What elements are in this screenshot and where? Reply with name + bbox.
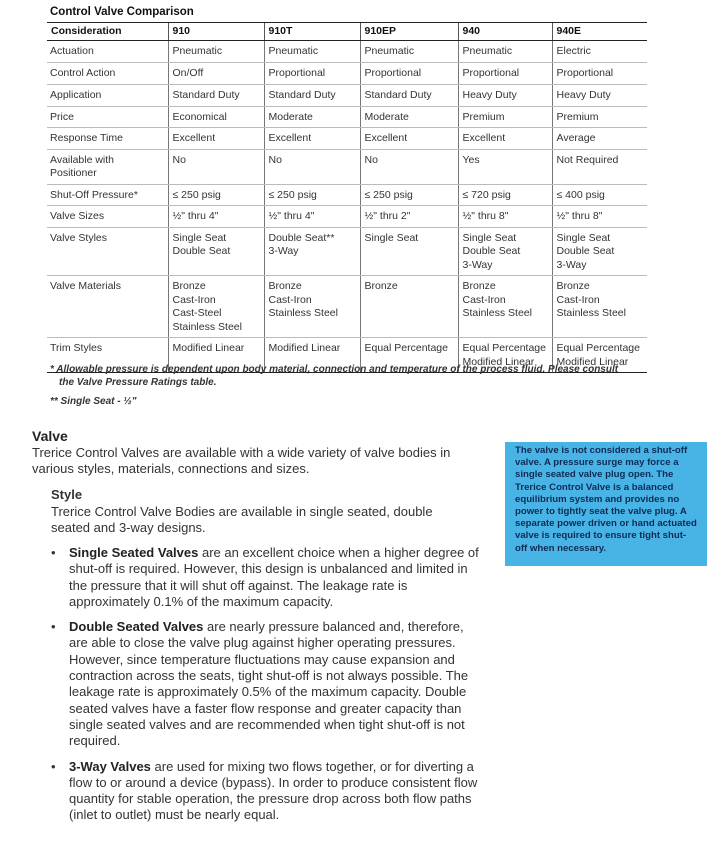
table-cell: Proportional bbox=[360, 63, 458, 85]
table-cell: Excellent bbox=[360, 128, 458, 150]
table-cell: Trim Styles bbox=[47, 338, 168, 373]
table-cell: No bbox=[264, 149, 360, 184]
table-cell: Equal Percentage Modified Linear bbox=[458, 338, 552, 373]
table-cell: On/Off bbox=[168, 63, 264, 85]
table-cell: ≤ 400 psig bbox=[552, 184, 647, 206]
table-cell: Single Seat Double Seat 3-Way bbox=[552, 227, 647, 276]
bullet-icon: • bbox=[51, 758, 56, 774]
table-cell: Excellent bbox=[168, 128, 264, 150]
bullet-text: are nearly pressure balanced and, therefore, are able to close the valve plug against higher operating pressures. However, since temperature fluctuations may cause expansion and contraction across the seats, tight shut-off is not always possible. The leakage rate is approximately 0.5% of the maximum capacity. Double seated valves have a faster flow response and greater capacity than single seated valves and are recommended when tight shut-off is not required. bbox=[69, 619, 469, 749]
table-cell: Pneumatic bbox=[458, 41, 552, 63]
footnote-pressure-line2: the Valve Pressure Ratings table. bbox=[59, 377, 217, 388]
bullet-term: Double Seated Valves bbox=[69, 619, 204, 635]
section-intro: Trerice Control Valves are available with a wide variety of valve bodies in various styles, materials, connections and sizes. bbox=[32, 445, 451, 477]
table-cell: No bbox=[168, 149, 264, 184]
table-cell: Valve Materials bbox=[47, 276, 168, 338]
table-cell: Premium bbox=[458, 106, 552, 128]
table-cell: Shut-Off Pressure* bbox=[47, 184, 168, 206]
table-cell: ½" thru 8" bbox=[458, 206, 552, 228]
table-cell: Response Time bbox=[47, 128, 168, 150]
table-cell: Double Seat** 3-Way bbox=[264, 227, 360, 276]
table-cell: Not Required bbox=[552, 149, 647, 184]
table-cell: Moderate bbox=[264, 106, 360, 128]
table-cell: Actuation bbox=[47, 41, 168, 63]
table-cell: Modified Linear bbox=[264, 338, 360, 373]
table-cell: Proportional bbox=[458, 63, 552, 85]
table-row bbox=[47, 227, 647, 276]
table-row bbox=[47, 128, 647, 150]
header-910: 910 bbox=[168, 23, 264, 41]
table-cell: Bronze bbox=[360, 276, 458, 338]
table-cell: Average bbox=[552, 128, 647, 150]
header-940e: 940E bbox=[552, 23, 647, 41]
table-cell: ½" thru 4" bbox=[264, 206, 360, 228]
table-cell: Valve Sizes bbox=[47, 206, 168, 228]
table-cell: Heavy Duty bbox=[552, 84, 647, 106]
section-title: Valve bbox=[32, 428, 68, 444]
footnote-pressure-line1: * Allowable pressure is dependent upon body material, connection and temperature of the process fluid. Please consult bbox=[50, 364, 619, 375]
table-cell: Control Action bbox=[47, 63, 168, 85]
table-cell: No bbox=[360, 149, 458, 184]
footnote-single-seat: ** Single Seat - ½" bbox=[50, 396, 137, 407]
table-cell: Proportional bbox=[264, 63, 360, 85]
table-row bbox=[47, 63, 647, 85]
list-item bbox=[51, 619, 483, 749]
header-940: 940 bbox=[458, 23, 552, 41]
table-cell: Price bbox=[47, 106, 168, 128]
table-row bbox=[47, 149, 647, 184]
table-cell: Bronze Cast-Iron Cast-Steel Stainless Steel bbox=[168, 276, 264, 338]
table-header-row bbox=[47, 23, 647, 41]
table-cell: Single Seat bbox=[360, 227, 458, 276]
valve-type-list bbox=[51, 545, 483, 833]
header-consideration: Consideration bbox=[47, 23, 168, 41]
style-heading: Style bbox=[51, 487, 83, 502]
style-description: Trerice Control Valve Bodies are available in single seated, double seated and 3-way designs. bbox=[51, 504, 433, 536]
table-cell: Single Seat Double Seat bbox=[168, 227, 264, 276]
shutoff-callout: The valve is not considered a shut-off valve. A pressure surge may force a single seated valve plug open. The Trerice Control Valve is a balanced equilibrium system and provides no power to tightly seat the valve plug. A separate power driven or hand actuated valve is required to ensure tight shut-off when necessary. bbox=[505, 442, 707, 566]
list-item bbox=[51, 759, 483, 824]
bullet-term: 3-Way Valves bbox=[69, 758, 151, 774]
bullet-text: are an excellent choice when a higher degree of shut-off is required. However, this design is unbalanced and limited in the pressure that it will shut off against. The leakage rate is approximately 0.1% of the maximum capacity. bbox=[69, 545, 479, 609]
table-cell: ½" thru 4" bbox=[168, 206, 264, 228]
table-cell: Standard Duty bbox=[360, 84, 458, 106]
table-row bbox=[47, 84, 647, 106]
table-cell: ½" thru 8" bbox=[552, 206, 647, 228]
header-910ep: 910EP bbox=[360, 23, 458, 41]
table-cell: ≤ 720 psig bbox=[458, 184, 552, 206]
table-cell: Application bbox=[47, 84, 168, 106]
table-row bbox=[47, 276, 647, 338]
table-cell: Standard Duty bbox=[168, 84, 264, 106]
table-cell: Equal Percentage bbox=[360, 338, 458, 373]
table-cell: Bronze Cast-Iron Stainless Steel bbox=[264, 276, 360, 338]
table-cell: Standard Duty bbox=[264, 84, 360, 106]
list-item bbox=[51, 545, 483, 610]
table-cell: Moderate bbox=[360, 106, 458, 128]
table-cell: Bronze Cast-Iron Stainless Steel bbox=[458, 276, 552, 338]
table-title: Control Valve Comparison bbox=[50, 6, 194, 18]
table-row bbox=[47, 41, 647, 63]
bullet-icon: • bbox=[51, 545, 56, 560]
table-row bbox=[47, 206, 647, 228]
table-cell: Economical bbox=[168, 106, 264, 128]
table-cell: Proportional bbox=[552, 63, 647, 85]
table-cell: Excellent bbox=[458, 128, 552, 150]
table-row bbox=[47, 106, 647, 128]
table-cell: ≤ 250 psig bbox=[264, 184, 360, 206]
table-cell: Bronze Cast-Iron Stainless Steel bbox=[552, 276, 647, 338]
table-cell: Single Seat Double Seat 3-Way bbox=[458, 227, 552, 276]
table-row bbox=[47, 184, 647, 206]
table-cell: Valve Styles bbox=[47, 227, 168, 276]
table-cell: ≤ 250 psig bbox=[168, 184, 264, 206]
table-cell: Equal Percentage Modified Linear bbox=[552, 338, 647, 373]
table-cell: Electric bbox=[552, 41, 647, 63]
table-cell: ½" thru 2" bbox=[360, 206, 458, 228]
table-cell: Available with Positioner bbox=[47, 149, 168, 184]
header-910t: 910T bbox=[264, 23, 360, 41]
table-cell: Modified Linear bbox=[168, 338, 264, 373]
bullet-text: are used for mixing two flows together, or for diverting a flow to or around a device (bypass). In order to produce consistent flow quantity for stable operation, the pressure drop across both flow paths (inlet to outlet) must be nearly equal. bbox=[69, 758, 478, 823]
bullet-term: Single Seated Valves bbox=[69, 545, 199, 560]
comparison-table bbox=[47, 22, 647, 373]
table-cell: Premium bbox=[552, 106, 647, 128]
table-cell: Heavy Duty bbox=[458, 84, 552, 106]
table-cell: Yes bbox=[458, 149, 552, 184]
table-cell: Pneumatic bbox=[264, 41, 360, 63]
table-cell: Pneumatic bbox=[360, 41, 458, 63]
table-cell: Pneumatic bbox=[168, 41, 264, 63]
footnote-pressure bbox=[50, 363, 618, 389]
table-cell: Excellent bbox=[264, 128, 360, 150]
bullet-icon: • bbox=[51, 619, 56, 635]
table-cell: ≤ 250 psig bbox=[360, 184, 458, 206]
